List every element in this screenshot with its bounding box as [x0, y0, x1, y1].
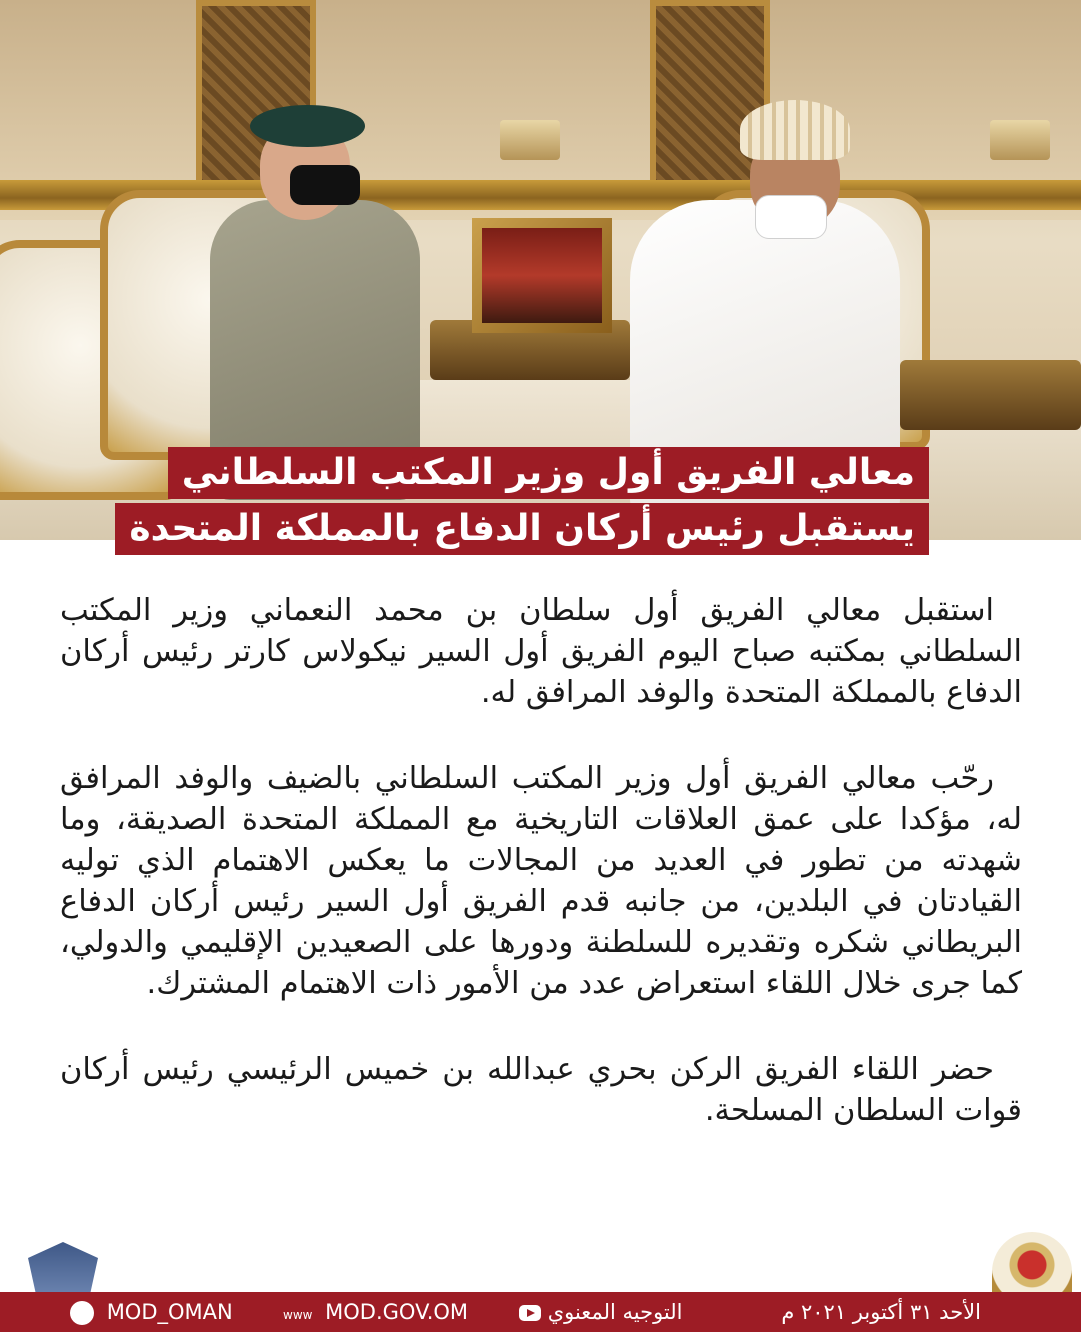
footer-website-prefix: www	[283, 1308, 313, 1322]
footer-website[interactable]	[283, 1297, 468, 1330]
headline-line-2: يستقبل رئيس أركان الدفاع بالمملكة المتحدة	[115, 503, 929, 555]
footer-youtube[interactable]	[515, 1297, 683, 1327]
photo-portrait-frame	[472, 218, 612, 333]
footer-youtube-label: التوجيه المعنوي	[547, 1300, 683, 1324]
article-paragraph: حضر اللقاء الفريق الركن بحري عبدالله بن خميس الرئيسي رئيس أركان قوات السلطان المسلحة.	[60, 1052, 1022, 1128]
article-paragraph: رحّب معالي الفريق أول وزير المكتب السلطاني بالضيف والوفد المرافق له، مؤكدا على عمق العلاقات التاريخية مع المملكة المتحدة الصديقة، وما شهدته من تطور في العديد من المجالات ما يعكس الاهتمام الذي توليه القيادتان في البلدين، من جانبه قدم الفريق أول السير رئيس أركان الدفاع البريطاني شكره وتقديره للسلطنة ودورها على الصعيدين الإقليمي والدولي، كما جرى خلال اللقاء استعراض عدد من الأمور ذات الاهتمام المشترك.	[60, 761, 1022, 1001]
article-paragraph: استقبل معالي الفريق أول سلطان بن محمد النعماني وزير المكتب السلطاني بمكتبه صباح اليوم الفريق أول السير نيكولاس كارتر رئيس أركان الدفاع بالمملكة المتحدة والوفد المرافق له.	[60, 593, 1022, 710]
footer-twitter-label: MOD_OMAN	[106, 1300, 233, 1324]
photo-model-building	[500, 120, 560, 160]
article-body	[60, 590, 1022, 1176]
headline-line-1: معالي الفريق أول وزير المكتب السلطاني	[168, 447, 929, 499]
footer-date: الأحد ٣١ أكتوبر ٢٠٢١ م	[781, 1300, 981, 1324]
photo-officer	[190, 100, 490, 460]
footer-bar	[0, 1292, 1081, 1332]
photo-side-table	[900, 360, 1081, 430]
youtube-icon	[519, 1305, 541, 1321]
photo-model-building	[990, 120, 1050, 160]
twitter-icon	[70, 1301, 94, 1325]
footer-website-label: MOD.GOV.OM	[325, 1300, 469, 1324]
footer-twitter[interactable]	[70, 1297, 233, 1327]
photo-minister	[620, 90, 920, 450]
